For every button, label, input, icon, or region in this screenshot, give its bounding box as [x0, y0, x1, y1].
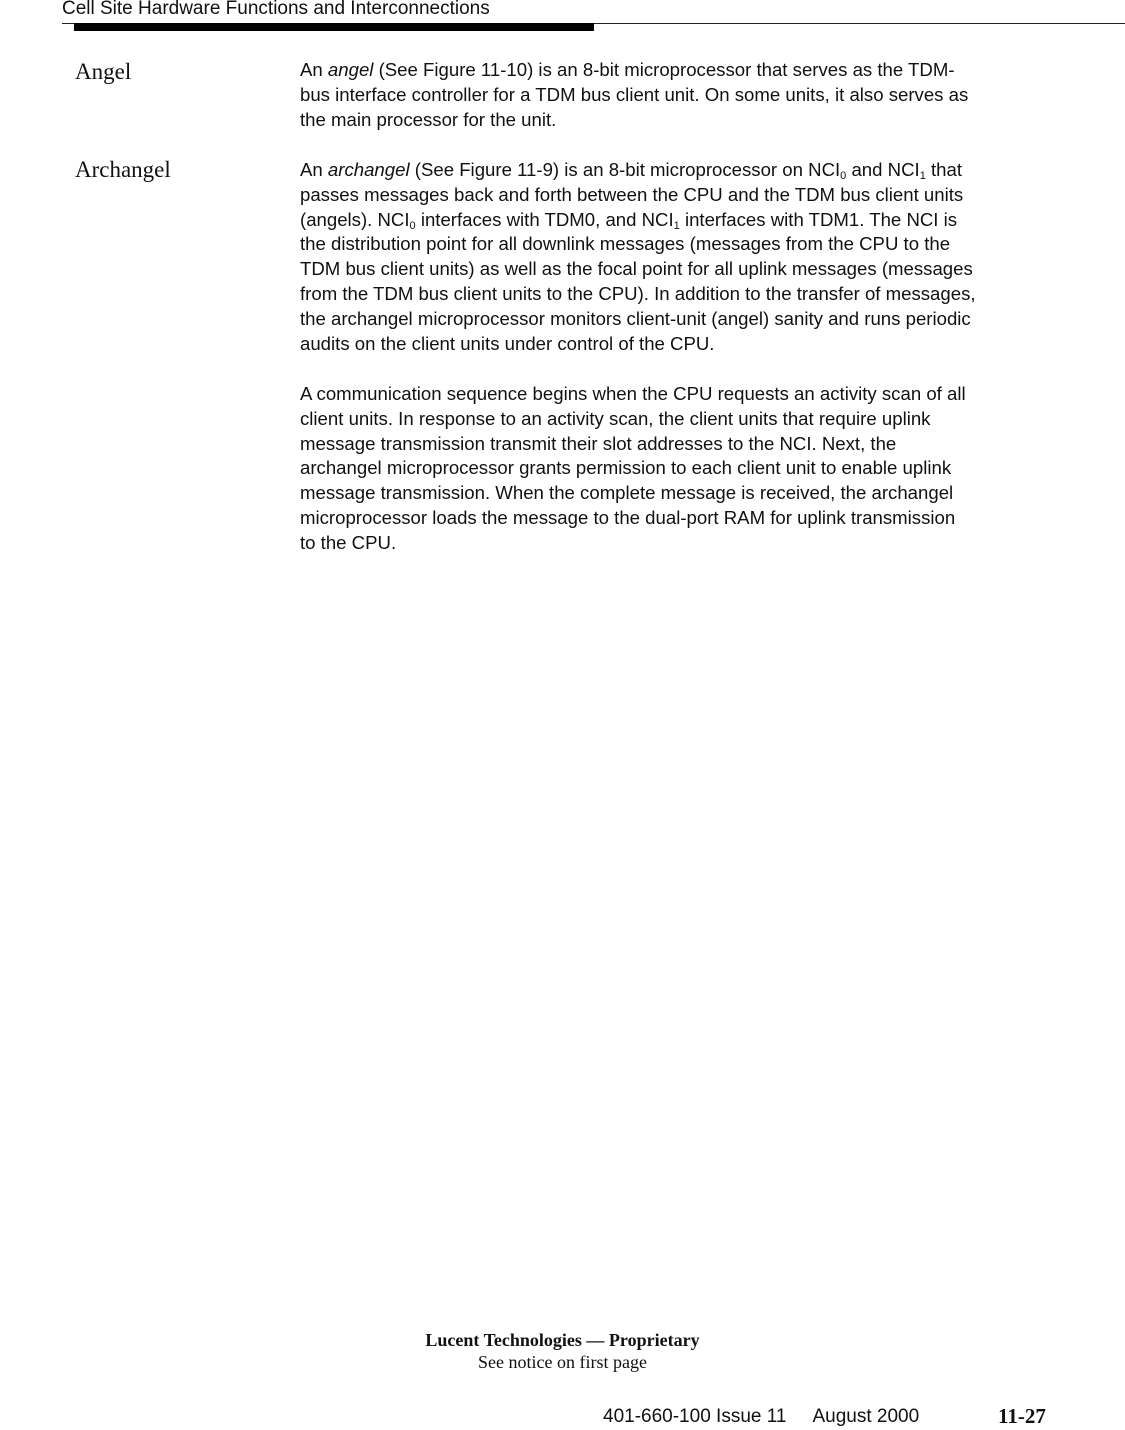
archangel-p2-line-5: message transmission. When the complete message is received, the archangel: [300, 482, 954, 504]
text-run: (See Figure 11-9) is an 8-bit microprocessor on NCI: [409, 159, 841, 180]
archangel-p2-line-3: message transmission transmit their slot addresses to the NCI. Next, the: [300, 432, 897, 454]
text-run: interfaces with TDM0, and NCI: [415, 208, 674, 230]
subscript: 1: [673, 219, 680, 232]
archangel-paragraph-1: [300, 158, 1052, 356]
archangel-paragraph-2: [300, 382, 1052, 556]
archangel-p2-line-7: to the CPU.: [300, 531, 397, 553]
archangel-p1-line-4: the distribution point for all downlink messages (messages from the CPU to the: [300, 233, 951, 255]
footer-doc-number: 401-660-100 Issue 11: [603, 1406, 787, 1427]
text-run: An: [300, 59, 328, 80]
subscript: 1: [919, 170, 926, 182]
subscript: 0: [840, 170, 847, 182]
archangel-p1-line-2: passes messages back and forth between the CPU and the TDM bus client units: [300, 183, 964, 205]
text-run: interfaces with TDM1. The NCI is: [679, 208, 958, 230]
footer-date: August 2000: [812, 1406, 920, 1427]
text-run: (angels). NCI: [300, 208, 410, 230]
archangel-p1-line-5: TDM bus client units) as well as the focal point for all uplink messages (messages: [300, 258, 973, 280]
header-rule-thick: [74, 23, 594, 31]
text-run: (See Figure 11-10) is an 8-bit microprocessor that serves as the TDM-: [373, 59, 955, 80]
footer-doc-info: [603, 1406, 919, 1428]
footer-company: Lucent Technologies — Proprietary: [425, 1330, 700, 1350]
angel-line-2: bus interface controller for a TDM bus client unit. On some units, it also serves as: [300, 83, 969, 105]
archangel-p1-line-7: the archangel microprocessor monitors client-unit (angel) sanity and runs periodic: [300, 307, 971, 329]
archangel-p2-line-4: archangel microprocessor grants permission to each client unit to enable uplink: [300, 457, 952, 479]
term-angel: Angel: [75, 59, 132, 84]
emphasis-archangel: archangel: [327, 159, 410, 180]
text-run: and NCI: [846, 159, 920, 180]
archangel-p1-line-6: from the TDM bus client units to the CPU). In addition to the transfer of messages,: [300, 282, 976, 304]
term-archangel: Archangel: [75, 157, 171, 182]
header-title: Cell Site Hardware Functions and Interconnections: [62, 0, 490, 19]
archangel-p1-line-8: audits on the client units under control of the CPU.: [300, 332, 715, 354]
subscript: 0: [409, 219, 416, 232]
text-run: that: [925, 159, 962, 180]
archangel-p2-line-6: microprocessor loads the message to the dual-port RAM for uplink transmission: [300, 506, 956, 528]
emphasis-angel: angel: [327, 59, 374, 80]
footer-notice: See notice on first page: [478, 1352, 647, 1372]
angel-line-1: [300, 58, 1052, 83]
archangel-definition: [300, 158, 1052, 356]
archangel-p1-line-3: [300, 208, 1052, 233]
angel-line-3: the main processor for the unit.: [300, 108, 557, 130]
archangel-p1-line-1: [300, 158, 1052, 183]
footer-page-number: 11-27: [998, 1404, 1046, 1428]
angel-definition: [300, 58, 1052, 132]
archangel-p2-line-1: A communication sequence begins when the CPU requests an activity scan of all: [300, 383, 966, 404]
archangel-p2-line-2: client units. In response to an activity scan, the client units that require uplink: [300, 407, 931, 429]
text-run: An: [300, 159, 328, 180]
